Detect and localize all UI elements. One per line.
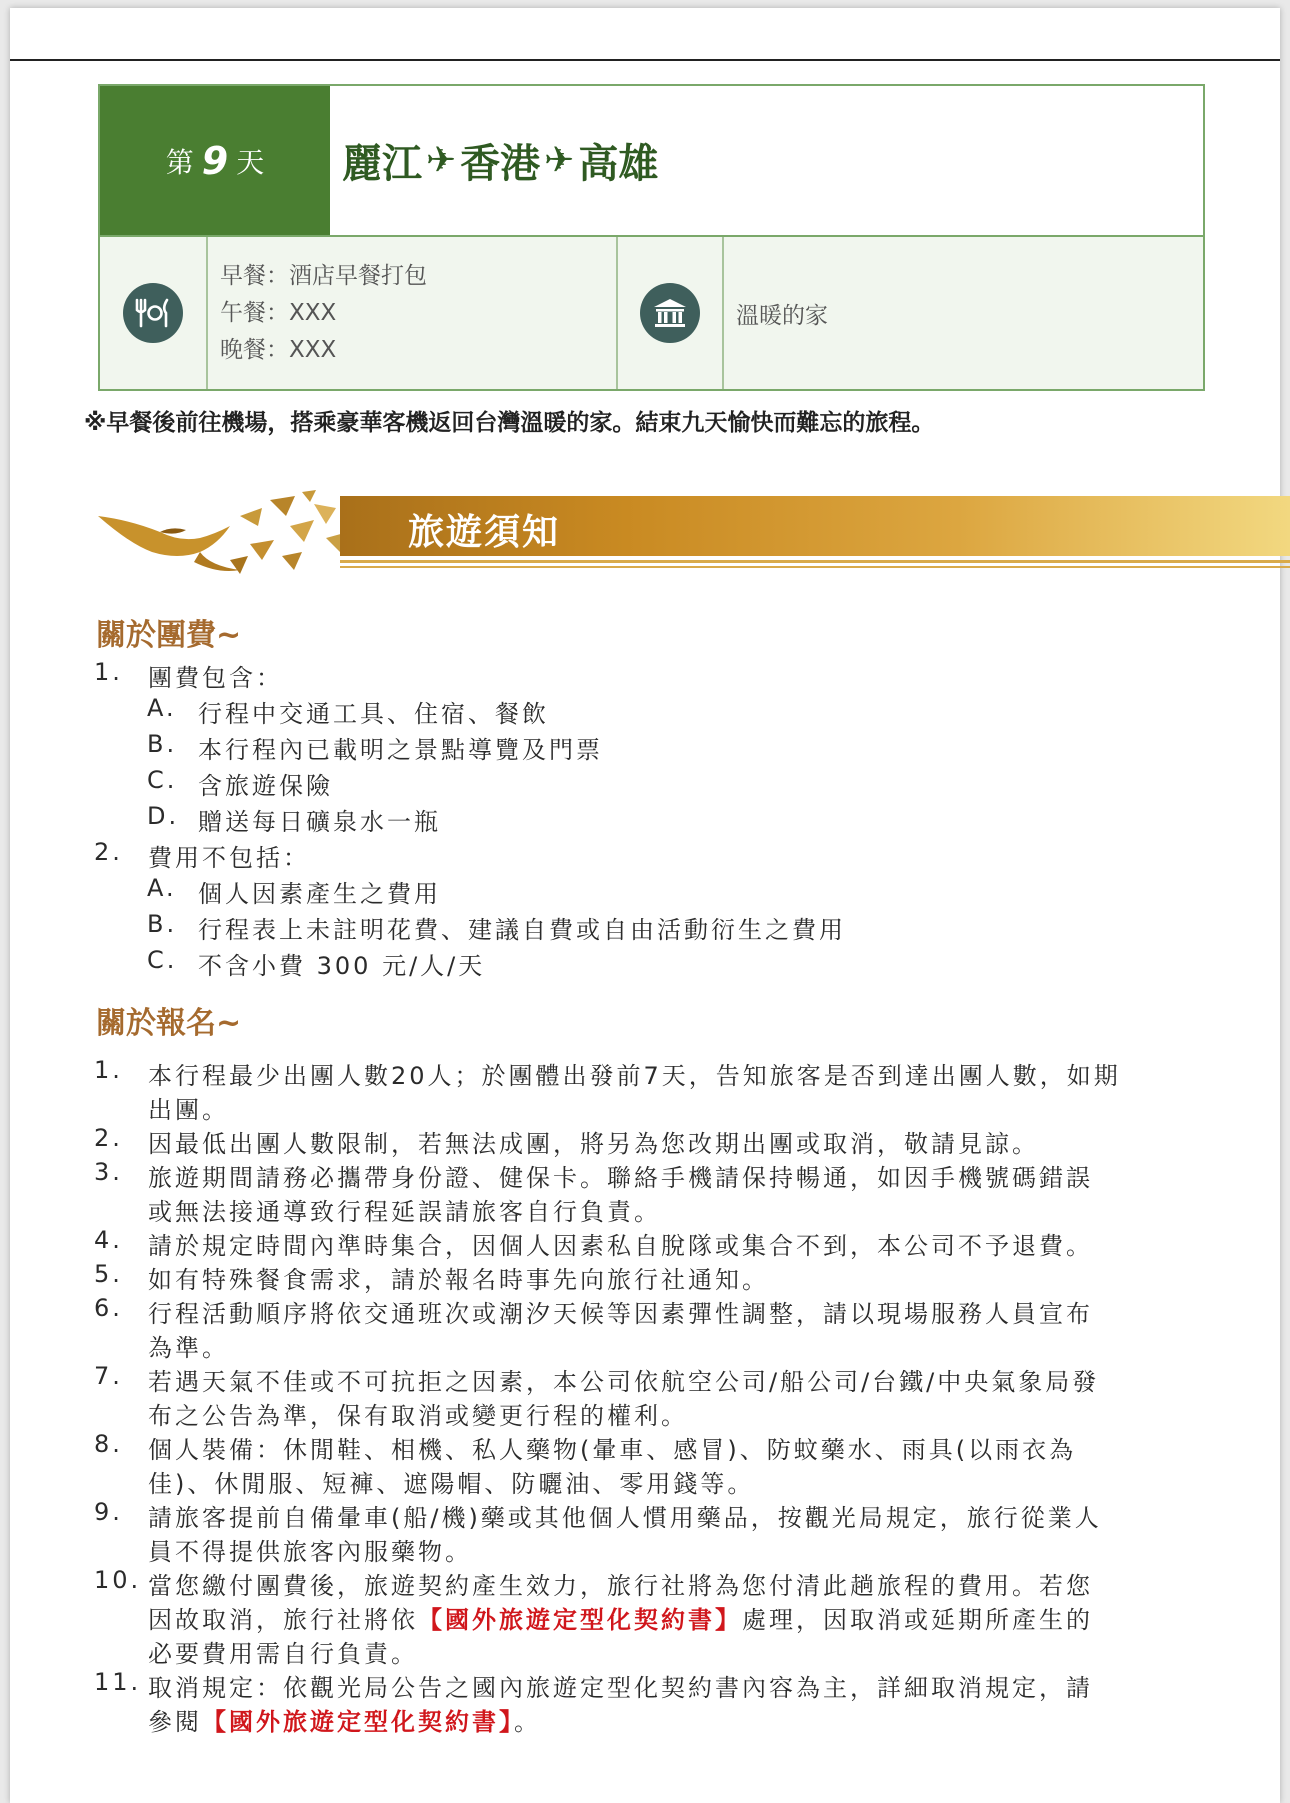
banner-title: 旅遊須知 <box>408 511 561 553</box>
list-item: 出團。 <box>148 1096 229 1124</box>
list-item: 贈送每日礦泉水一瓶 <box>198 808 441 836</box>
lunch-text: 午餐：XXX <box>220 299 337 326</box>
list-item: 布之公告為準，保有取消或變更行程的權利。 <box>148 1402 688 1430</box>
list-item: 佳)、休閒服、短褲、遮陽帽、防曬油、零用錢等。 <box>148 1470 755 1498</box>
list-item: 含旅遊保險 <box>198 772 333 800</box>
list-item-text: 。 <box>514 1708 541 1736</box>
list-number: 11. <box>94 1668 142 1696</box>
excluded-label: 費用不包括： <box>148 844 310 872</box>
airplane-icon: ✈ <box>426 140 457 181</box>
contract-link: 【國外旅遊定型化契約書】 <box>202 1708 514 1736</box>
list-item: 員不得提供旅客內服藥物。 <box>148 1538 472 1566</box>
list-number: 5. <box>94 1260 123 1288</box>
list-item: 旅遊期間請務必攜帶身份證、健保卡。聯絡手機請保持暢通，如因手機號碼錯誤 <box>148 1164 1093 1192</box>
meal-icon-cell <box>100 237 208 389</box>
list-item: 個人裝備：休閒鞋、相機、私人藥物(暈車、感冒)、防蚊藥水、雨具(以雨衣為 <box>148 1436 1077 1464</box>
list-item: 請旅客提前自備暈車(船/機)藥或其他個人慣用藥品，按觀光局規定，旅行從業人 <box>148 1504 1102 1532</box>
breakfast-text: 早餐：酒店早餐打包 <box>220 262 427 289</box>
route-via: 香港 <box>460 141 541 187</box>
list-item: 若遇天氣不佳或不可抗拒之因素，本公司依航空公司/船公司/台鐵/中央氣象局發 <box>148 1368 1100 1396</box>
document-page <box>10 8 1280 1803</box>
hotel-icon-cell <box>618 237 724 389</box>
day-itinerary-box <box>98 84 1205 391</box>
banner-underline <box>340 560 1290 563</box>
list-item: 取消規定：依觀光局公告之國內旅遊定型化契約書內容為主，詳細取消規定，請 <box>148 1674 1093 1702</box>
day-details <box>100 237 1203 389</box>
route-title <box>330 86 1203 235</box>
list-item: 行程中交通工具、住宿、餐飲 <box>198 700 549 728</box>
list-number: 4. <box>94 1226 123 1254</box>
day-label <box>100 86 330 235</box>
meals-cell <box>208 237 618 389</box>
list-item: 請於規定時間內準時集合，因個人因素私自脫隊或集合不到，本公司不予退費。 <box>148 1232 1093 1260</box>
day-number: 9 <box>201 138 229 183</box>
route-from: 麗江 <box>342 141 422 187</box>
list-item <box>148 1600 1093 1635</box>
list-number: 6. <box>94 1294 123 1322</box>
list-item: 不含小費 300 元/人/天 <box>198 952 486 980</box>
building-icon <box>640 283 700 343</box>
banner-underline <box>340 566 1290 568</box>
travel-notice-banner <box>90 486 1210 580</box>
list-item: 行程表上未註明花費、建議自費或自由活動衍生之費用 <box>198 916 846 944</box>
list-item: 行程活動順序將依交通班次或潮汐天候等因素彈性調整，請以現場服務人員宣布 <box>148 1300 1093 1328</box>
list-item-text: 參閱 <box>148 1708 202 1736</box>
list-item: 或無法接通導致行程延誤請旅客自行負責。 <box>148 1198 661 1226</box>
list-number: 7. <box>94 1362 123 1390</box>
utensils-icon <box>123 283 183 343</box>
top-rule <box>10 59 1280 61</box>
list-letter: A. <box>147 694 177 722</box>
list-item-text: 處理，因取消或延期所產生的 <box>742 1606 1093 1634</box>
list-number: 2. <box>94 838 123 866</box>
list-number: 1. <box>94 1056 123 1084</box>
list-item: 必要費用需自行負責。 <box>148 1640 418 1668</box>
list-number: 8. <box>94 1430 123 1458</box>
list-item: 為準。 <box>148 1334 229 1362</box>
fees-section-title: 關於團費~ <box>96 618 242 653</box>
list-item: 個人因素產生之費用 <box>198 880 441 908</box>
list-item: 當您繳付團費後，旅遊契約產生效力，旅行社將為您付清此趟旅程的費用。若您 <box>148 1572 1093 1600</box>
list-number: 3. <box>94 1158 123 1186</box>
hotel-text: 溫暖的家 <box>736 302 828 329</box>
list-number: 2. <box>94 1124 123 1152</box>
list-item: 本行程最少出團人數20人；於團體出發前7天，告知旅客是否到達出團人數，如期 <box>148 1062 1121 1090</box>
list-number: 9. <box>94 1498 123 1526</box>
airplane-icon: ✈ <box>544 140 575 181</box>
list-number: 10. <box>94 1566 142 1594</box>
list-letter: C. <box>147 946 178 974</box>
list-letter: A. <box>147 874 177 902</box>
route-to: 高雄 <box>578 141 659 187</box>
list-item <box>148 1702 541 1737</box>
day-note: ※早餐後前往機場，搭乘豪華客機返回台灣溫暖的家。結束九天愉快而難忘的旅程。 <box>84 410 935 436</box>
list-letter: C. <box>147 766 178 794</box>
list-letter: B. <box>147 730 178 758</box>
dinner-text: 晚餐：XXX <box>220 336 337 363</box>
hotel-cell <box>724 237 1203 389</box>
day-prefix: 第 <box>165 145 194 179</box>
list-letter: D. <box>147 802 180 830</box>
signup-section-title: 關於報名~ <box>96 1006 242 1041</box>
list-item: 本行程內已載明之景點導覽及門票 <box>198 736 603 764</box>
day-header <box>100 86 1203 237</box>
included-label: 團費包含： <box>148 664 283 692</box>
list-item-text: 因故取消，旅行社將依 <box>148 1606 418 1634</box>
list-number: 1. <box>94 658 123 686</box>
day-suffix: 天 <box>236 145 265 179</box>
list-item: 如有特殊餐食需求，請於報名時事先向旅行社通知。 <box>148 1266 769 1294</box>
contract-link: 【國外旅遊定型化契約書】 <box>418 1606 742 1634</box>
list-letter: B. <box>147 910 178 938</box>
list-item: 因最低出團人數限制，若無法成團，將另為您改期出團或取消，敬請見諒。 <box>148 1130 1039 1158</box>
